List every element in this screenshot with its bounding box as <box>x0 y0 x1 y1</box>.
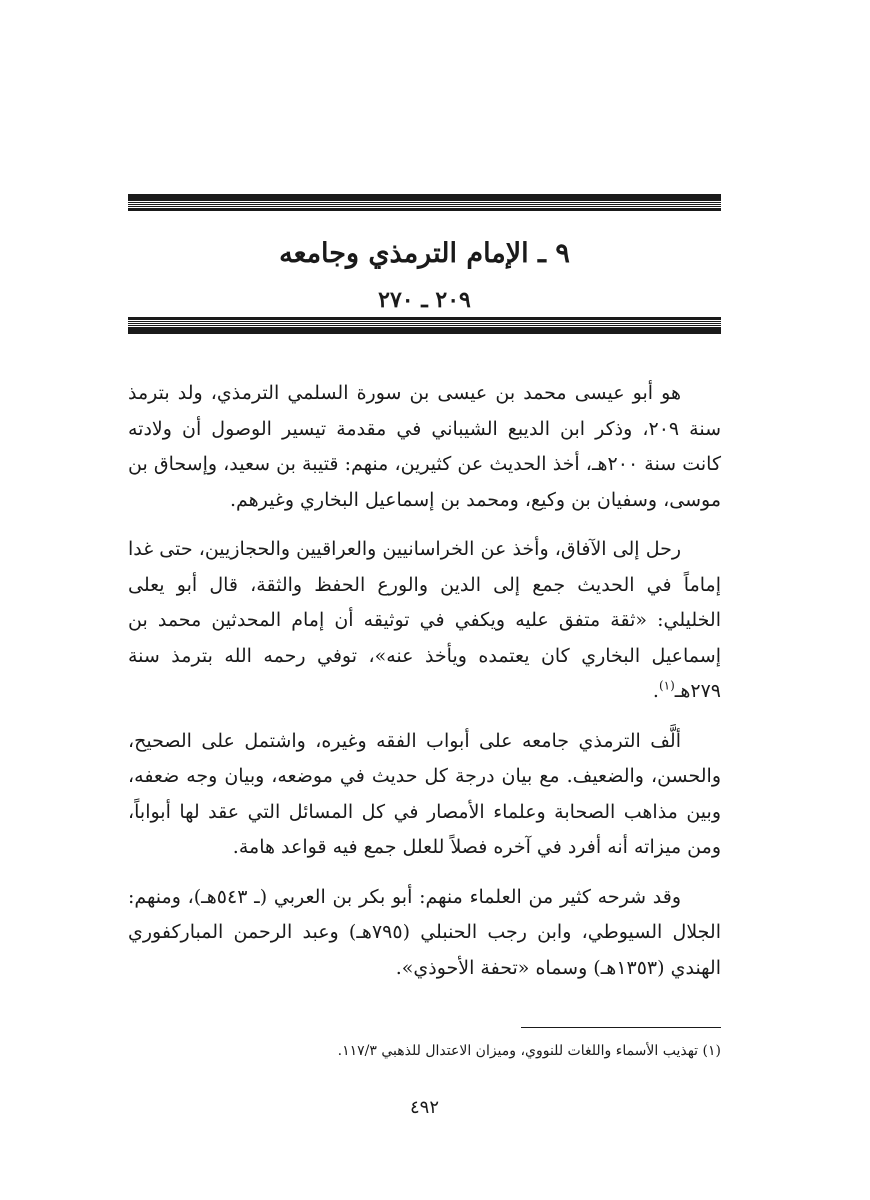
page-number: ٤٩٢ <box>409 1097 439 1118</box>
body-text <box>128 376 721 1000</box>
paragraph-3: ألَّف الترمذي جامعه على أبواب الفقه وغيره، واشتمل على الصحيح، والحسن، والضعيف. مع بيان درجة كل حديث في موضعه، وبيان وجه ضعفه، وبين مذاهب الصحابة وعلماء الأمصار في كل المسائل التي عقد لها أبواباً، ومن ميزاته أنه أفرد في آخره فصلاً للعلل جمع فيه قواعد هامة. <box>128 729 721 858</box>
footnote-separator <box>521 1027 721 1028</box>
footnote: (١) تهذيب الأسماء واللغات للنووي، وميزان الاعتدال للذهبي ١١٧/٣. <box>337 1043 721 1059</box>
footnote-marker: (١) <box>658 678 675 693</box>
paragraph-2-text: رحل إلى الآفاق، وأخذ عن الخراسانيين والعراقيين والحجازيين، حتى غدا إماماً في الحديث جمع إلى الدين والورع الحفظ والثقة، قال أبو يعلى الخليلي: «ثقة متفق عليه ويكفي في توثيقه أن إمام المحدثين محمد بن إسماعيل البخاري كان يعتمده ويأخذ عنه»، توفي رحمه الله بترمذ سنة ٢٧٩هـ <box>128 538 721 702</box>
chapter-title: ٩ ـ الإمام الترمذي وجامعه <box>279 238 570 269</box>
paragraph-1: هو أبو عيسى محمد بن عيسى بن سورة السلمي الترمذي، ولد بترمذ سنة ٢٠٩، وذكر ابن الديبع الشيباني في مقدمة تيسير الوصول أن ولادته كانت سنة ٢٠٠هـ، أخذ الحديث عن كثيرين، منهم: قتيبة بن سعيد، وإسحاق بن موسى، وسفيان بن وكيع، ومحمد بن إسماعيل البخاري وغيرهم. <box>128 382 722 511</box>
paragraph-2 <box>128 532 721 710</box>
chapter-years: ٢٠٩ ـ ٢٧٠ <box>378 287 471 313</box>
header-ornament-top <box>128 194 721 211</box>
paragraph-4: وقد شرحه كثير من العلماء منهم: أبو بكر بن العربي (ـ ٥٤٣هـ)، ومنهم: الجلال السيوطي، وابن رجب الحنبلي (٧٩٥هـ) وعبد الرحمن المباركفوري الهندي (١٣٥٣هـ) وسماه «تحفة الأحوذي». <box>128 885 721 979</box>
header-ornament-bottom <box>128 317 721 334</box>
paragraph-2-end: . <box>652 680 659 702</box>
